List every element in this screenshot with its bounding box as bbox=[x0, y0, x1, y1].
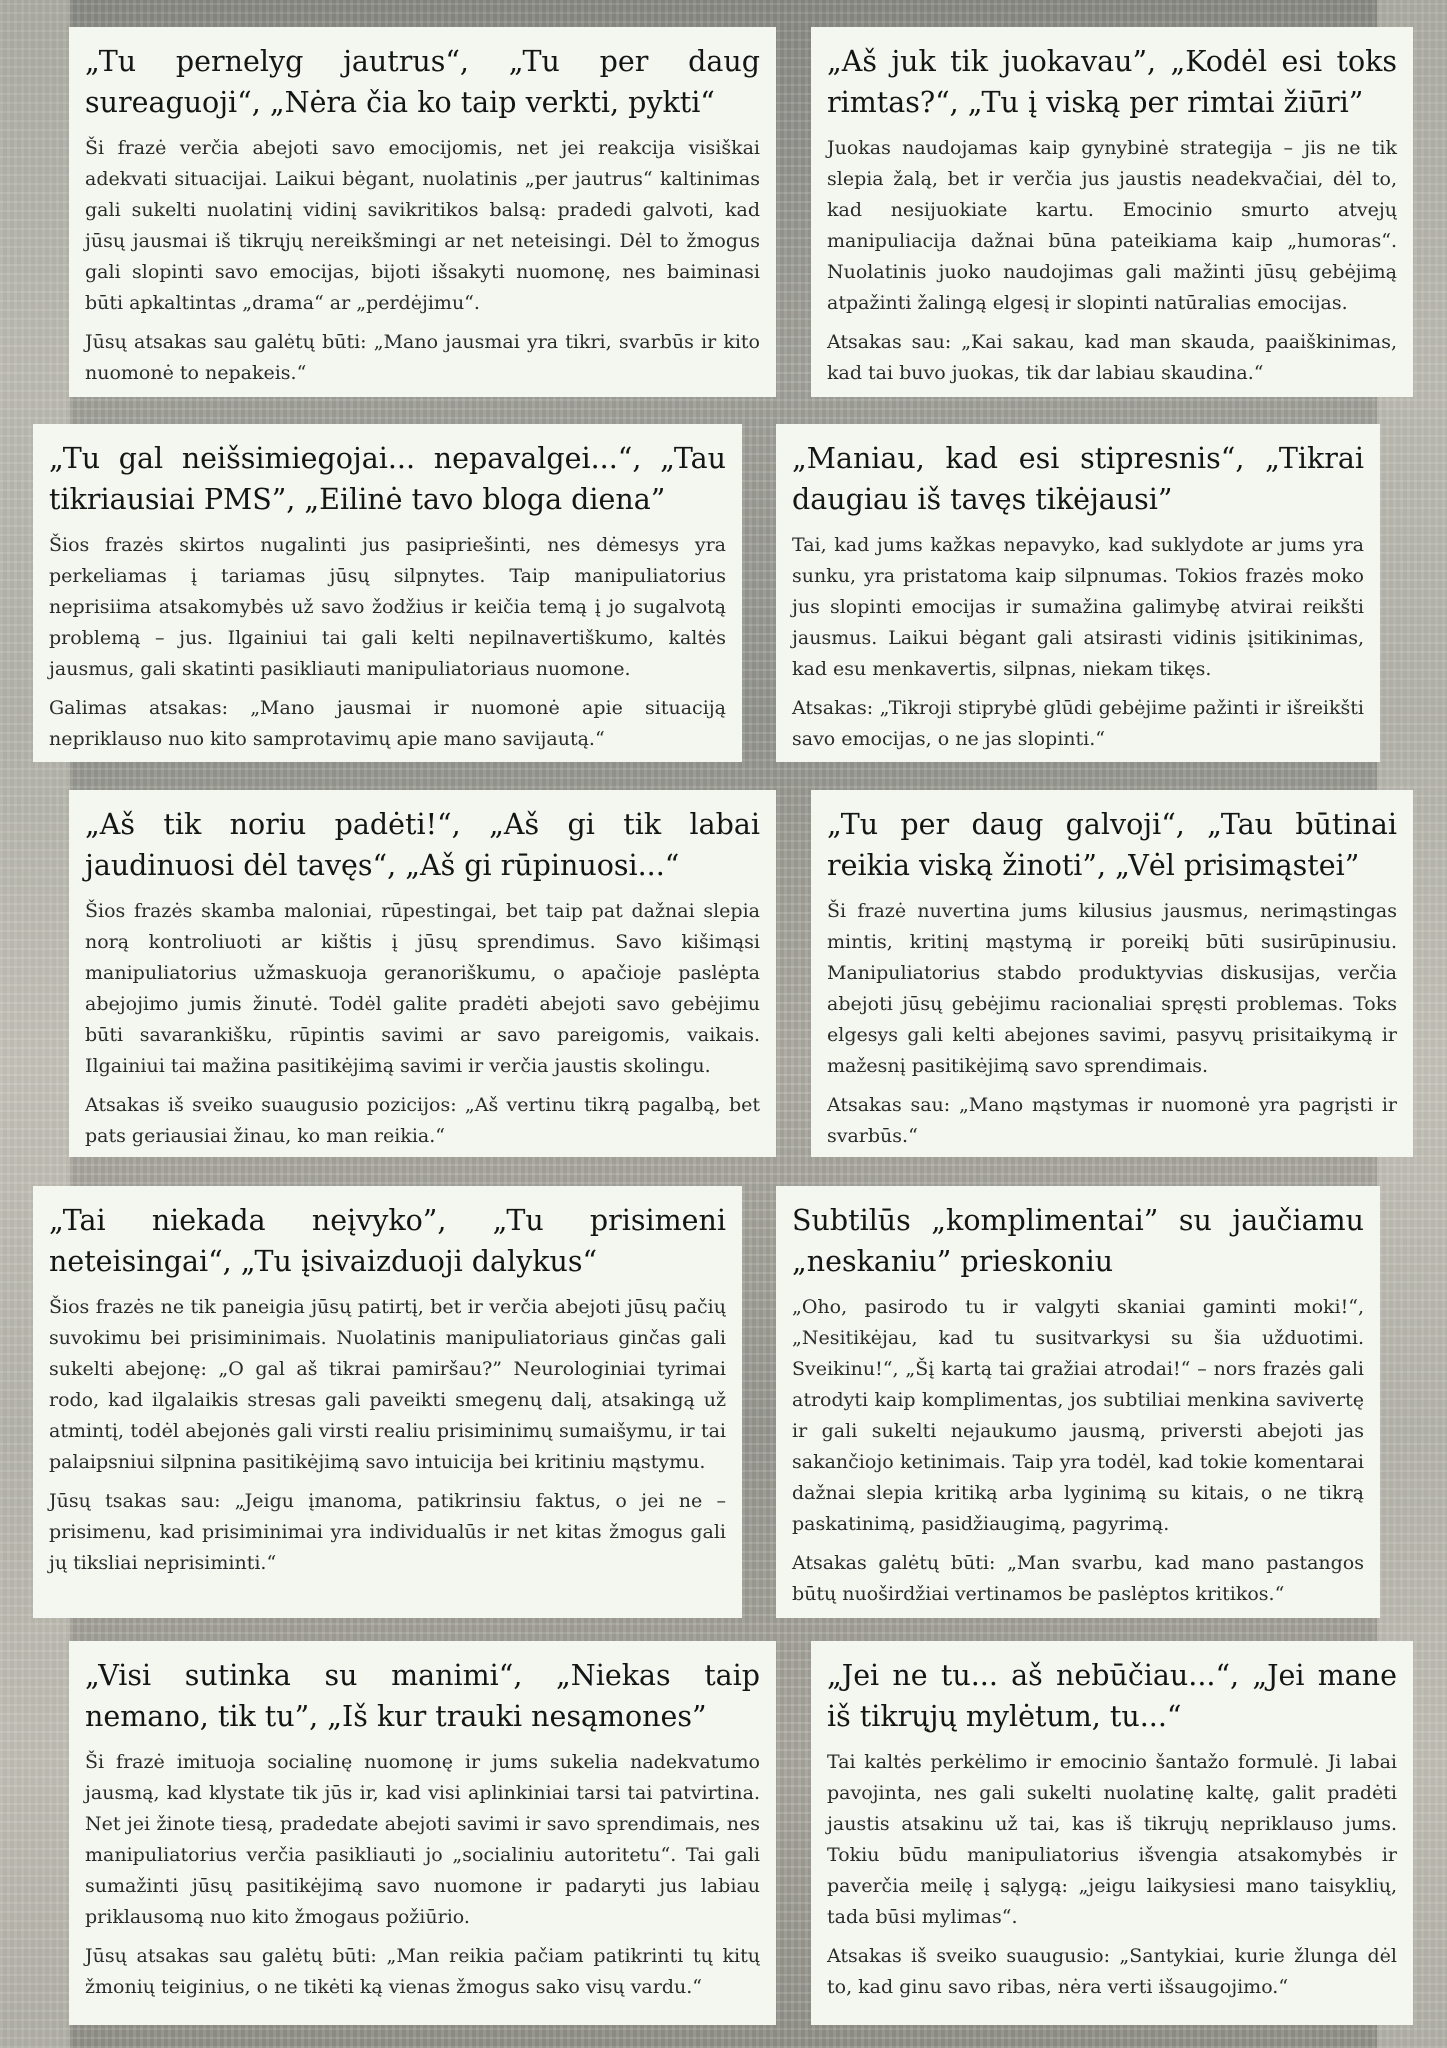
card-answer: Jūsų tsakas sau: „Jeigu įmanoma, patikrinsiu faktus, o jei ne – prisimenu, kad prisiminimai yra individualūs ir net kitas žmogus gali jų tiksliai neprisiminti.“ bbox=[49, 1490, 726, 1574]
card-if-not-you bbox=[811, 1641, 1413, 2025]
card-body: Tai kaltės perkėlimo ir emocinio šantažo formulė. Ji labai pavojinta, nes gali sukelti nuolatinę kaltę, galit pradėti jaustis atsakinu už tai, kas iš tikrųjų nepriklauso jums. Tokiu būdu manipuliatorius išvengia atsakomybės ir paverčia meilę į sąlygą: „jeigu laikysiesi mano taisyklių, tada būsi mylimas“. bbox=[827, 1751, 1397, 1928]
card-title: Subtilūs „komplimentai” su jaučiamu „neskaniu” prieskoniu bbox=[792, 1204, 1364, 1278]
card-title: „Aš tik noriu padėti!“, „Aš gi tik labai jaudinuosi dėl tavęs“, „Aš gi rūpinuosi...“ bbox=[85, 808, 760, 882]
card-title: „Jei ne tu... aš nebūčiau...“, „Jei mane iš tikrųjų mylėtum, tu...“ bbox=[827, 1659, 1397, 1733]
card-answer: Atsakas galėtų būti: „Man svarbu, kad mano pastangos būtų nuoširdžiai vertinamos be paslėptos kritikos.“ bbox=[792, 1552, 1364, 1605]
card-answer: Atsakas sau: „Kai sakau, kad man skauda, paaiškinimas, kad tai buvo juokas, tik dar labiau skaudina.“ bbox=[827, 331, 1397, 384]
card-body: Ši frazė imituoja socialinę nuomonę ir jums sukelia nadekvatumo jausmą, kad klystate tik jūs ir, kad visi aplinkiniai tarsi tai patvirtina. Net jei žinote tiesą, pradedate abejoti savimi ir savo sprendimais, nes manipuliatorius verčia pasikliauti jo „socialiniu autoritetu“. Tai gali sumažinti jūsų pasitikėjimą savo nuomone ir padaryti jus labiau priklausomą nuo kito žmogaus požiūrio. bbox=[85, 1751, 760, 1928]
card-answer: Jūsų atsakas sau galėtų būti: „Mano jausmai yra tikri, svarbūs ir kito nuomonė to nepakeis.“ bbox=[85, 331, 760, 384]
card-body: Šios frazės ne tik paneigia jūsų patirtį, bet ir verčia abejoti jūsų pačių suvokimu bei prisiminimais. Nuolatinis manipuliatoriaus ginčas gali sukelti abejonę: „O gal aš tikrai pamiršau?” Neurologiniai tyrimai rodo, kad ilgalaikis stresas gali paveikti smegenų dalį, atsakingą už atmintį, todėl abejonės gali virsti realiu prisiminimų sumaišymu, ir tai palaipsniui silpnina pasitikėjimą savo intuicija bei kritiniu mąstymu. bbox=[49, 1296, 726, 1473]
card-overthinking bbox=[811, 790, 1413, 1157]
card-too-sensitive bbox=[69, 27, 776, 397]
card-answer: Jūsų atsakas sau galėtų būti: „Man reikia pačiam patikrinti tų kitų žmonių teiginius, o ne tikėti ką vienas žmogus sako visų vardu.“ bbox=[85, 1945, 760, 1998]
card-title: „Tai niekada neįvyko”, „Tu prisimeni neteisingai“, „Tu įsivaizduoji dalykus“ bbox=[49, 1204, 726, 1278]
card-answer: Atsakas sau: „Mano mąstymas ir nuomonė yra pagrįsti ir svarbūs.“ bbox=[827, 1094, 1397, 1147]
card-body: Juokas naudojamas kaip gynybinė strategija – jis ne tik slepia žalą, bet ir verčia jus jaustis neadekvačiai, dėl to, kad nesijuokiate kartu. Emocinio smurto atvejų manipuliacija dažnai būna pateikiama kaip „humoras“. Nuolatinis juoko naudojimas gali mažinti jūsų gebėjimą atpažinti žalingą elgesį ir slopinti natūralias emocijas. bbox=[827, 137, 1397, 314]
card-answer: Atsakas: „Tikroji stiprybė glūdi gebėjime pažinti ir išreikšti savo emocijas, o ne jas slopinti.“ bbox=[792, 697, 1364, 750]
card-body: „Oho, pasirodo tu ir valgyti skaniai gaminti moki!“, „Nesitikėjau, kad tu susitvarkysi su šia užduotimi. Sveikinu!“, „Šį kartą tai gražiai atrodai!“ – nors frazės gali atrodyti kaip komplimentas, jos subtiliai menkina savivertę ir gali sukelti nejaukumo jausmą, priversti abejoti jas sakančiojo ketinimais. Taip yra todėl, kad tokie komentarai dažnai slepia kritiką arba lyginimą su kitais, o ne tikrą paskatinimą, pasidžiaugimą, pagyrimą. bbox=[792, 1296, 1364, 1535]
card-just-joking bbox=[811, 27, 1413, 397]
card-title: „Visi sutinka su manimi“, „Niekas taip nemano, tik tu”, „Iš kur trauki nesąmones” bbox=[85, 1659, 760, 1733]
card-answer: Galimas atsakas: „Mano jausmai ir nuomonė apie situaciją nepriklauso nuo kito samprotavimų apie mano savijautą.“ bbox=[49, 697, 726, 750]
card-answer: Atsakas iš sveiko suaugusio pozicijos: „Aš vertinu tikrą pagalbą, bet pats geriausiai žinau, ko man reikia.“ bbox=[85, 1094, 760, 1147]
card-answer: Atsakas iš sveiko suaugusio: „Santykiai, kurie žlunga dėl to, kad ginu savo ribas, nėra verti išsaugojimo.“ bbox=[827, 1945, 1397, 1998]
card-title: „Aš juk tik juokavau”, „Kodėl esi toks rimtas?“, „Tu į viską per rimtai žiūri” bbox=[827, 45, 1397, 119]
card-subtle-compliments bbox=[776, 1186, 1380, 1618]
card-body: Ši frazė verčia abejoti savo emocijomis, net jei reakcija visiškai adekvati situacijai. Laikui bėgant, nuolatinis „per jautrus“ kaltinimas gali sukelti nuolatinį vidinį savikritikos balsą: pradedi galvoti, kad jūsų jausmai iš tikrųjų nereikšmingi ar net neteisingi. Dėl to žmogus gali slopinti savo emocijas, bijoti išsakyti nuomonę, nes baiminasi būti apkaltintas „drama“ ar „perdėjimu“. bbox=[85, 137, 760, 314]
card-title: „Tu gal neišsimiegojai... nepavalgei...“, „Tau tikriausiai PMS”, „Eilinė tavo bloga diena” bbox=[49, 442, 726, 516]
card-everyone-agrees bbox=[69, 1641, 776, 2025]
background-strip bbox=[0, 0, 70, 2048]
card-body: Šios frazės skamba maloniai, rūpestingai, bet taip pat dažnai slepia norą kontroliuoti ar kištis į jūsų sprendimus. Savo kišimąsi manipuliatorius užmaskuoja geranoriškumu, o apačioje paslėpta abejojimo jumis žinutė. Todėl galite pradėti abejoti savo gebėjimu būti savarankišku, rūpintis savimi ar savo pareigomis, vaikais. Ilgainiui tai mažina pasitikėjimą savimi ir verčia jaustis skolingu. bbox=[85, 900, 760, 1077]
card-title: „Tu pernelyg jautrus“, „Tu per daug sureaguoji“, „Nėra čia ko taip verkti, pykti“ bbox=[85, 45, 760, 119]
card-title: „Tu per daug galvoji“, „Tau būtinai reikia viską žinoti”, „Vėl prisimąstei” bbox=[827, 808, 1397, 882]
card-body: Ši frazė nuvertina jums kilusius jausmus, nerimąstingas mintis, kritinį mąstymą ir poreikį būti susirūpinusiu. Manipuliatorius stabdo produktyvias diskusijas, verčia abejoti jūsų gebėjimu racionaliai spręsti problemas. Toks elgesys gali kelti abejones savimi, pasyvų prisitaikymą ir mažesnį pasitikėjimą savo sprendimais. bbox=[827, 900, 1397, 1077]
card-not-slept bbox=[33, 424, 742, 762]
card-thought-stronger bbox=[776, 424, 1380, 762]
card-body: Šios frazės skirtos nugalinti jus pasipriešinti, nes dėmesys yra perkeliamas į tariamas jūsų silpnytes. Taip manipuliatorius neprisiima atsakomybės už savo žodžius ir keičia temą į jo sugalvotą problemą – jus. Ilgainiui tai gali kelti nepilnavertiškumo, kaltės jausmus, gali skatinti pasikliauti manipuliatoriaus nuomone. bbox=[49, 534, 726, 680]
card-only-helping bbox=[69, 790, 776, 1157]
card-body: Tai, kad jums kažkas nepavyko, kad suklydote ar jums yra sunku, yra pristatoma kaip silpnumas. Tokios frazės moko jus slopinti emocijas ir sumažina galimybę atvirai reikšti jausmus. Laikui bėgant gali atsirasti vidinis įsitikinimas, kad esu menkavertis, silpnas, niekam tikęs. bbox=[792, 534, 1364, 680]
card-never-happened bbox=[33, 1186, 742, 1618]
card-title: „Maniau, kad esi stipresnis“, „Tikrai daugiau iš tavęs tikėjausi” bbox=[792, 442, 1364, 516]
